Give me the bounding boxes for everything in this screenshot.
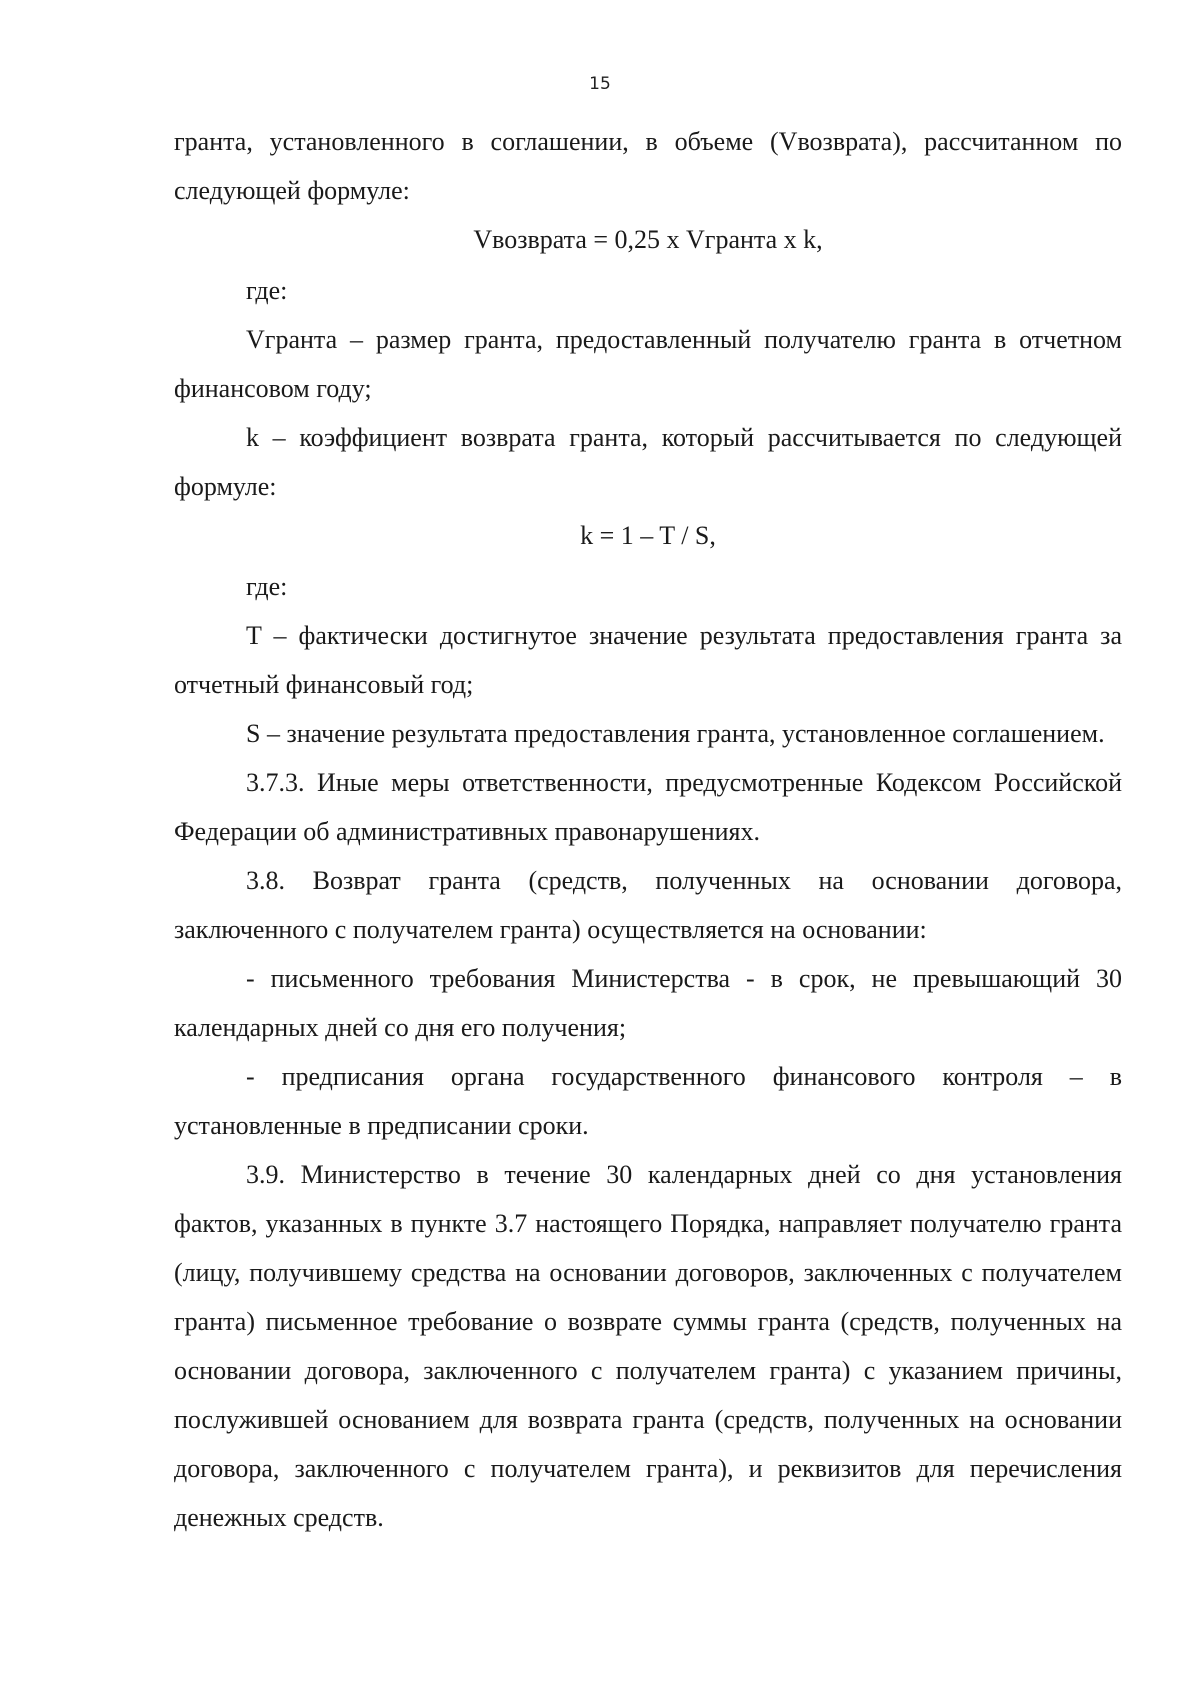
- formula-return-volume: Vвозврата = 0,25 х Vгранта х k,: [473, 225, 823, 254]
- paragraph-3-8-item-1: - письменного требования Министерства - в срок, не превышающий 30 календарных дней со дня его получения;: [174, 964, 1122, 1042]
- document-body: [174, 117, 1122, 1542]
- definition-k: k – коэффициент возврата гранта, который рассчитывается по следующей формуле:: [174, 423, 1122, 501]
- definition-s: S – значение результата предоставления гранта, установленное соглашением.: [246, 719, 1105, 748]
- definition-t: T – фактически достигнутое значение результата предоставления гранта за отчетный финансовый год;: [174, 621, 1122, 699]
- paragraph-3-8: 3.8. Возврат гранта (средств, полученных на основании договора, заключенного с получателем гранта) осуществляется на основании:: [174, 866, 1122, 944]
- paragraph-3-9: 3.9. Министерство в течение 30 календарных дней со дня установления фактов, указанных в пункте 3.7 настоящего Порядка, направляет получателю гранта (лицу, получившему средства на основании договоров, заключенных с получателем гранта) письменное требование о возврате суммы гранта (средств, полученных на основании договора, заключенного с получателем гранта) с указанием причины, послужившей основанием для возврата гранта (средств, полученных на основании договора, заключенного с получателем гранта), и реквизитов для перечисления денежных средств.: [174, 1160, 1122, 1532]
- where-label: где:: [246, 276, 288, 305]
- paragraph-intro: гранта, установленного в соглашении, в объеме (Vвозврата), рассчитанном по следующей формуле:: [174, 127, 1122, 205]
- where-label: где:: [246, 572, 288, 601]
- page-number: 15: [589, 74, 611, 94]
- formula-coefficient-k: k = 1 – T / S,: [580, 521, 716, 550]
- definition-vgranta: Vгранта – размер гранта, предоставленный получателю гранта в отчетном финансовом году;: [174, 325, 1122, 403]
- paragraph-3-7-3: 3.7.3. Иные меры ответственности, предусмотренные Кодексом Российской Федерации об административных правонарушениях.: [174, 768, 1122, 846]
- paragraph-3-8-item-2: - предписания органа государственного финансового контроля – в установленные в предписании сроки.: [174, 1062, 1122, 1140]
